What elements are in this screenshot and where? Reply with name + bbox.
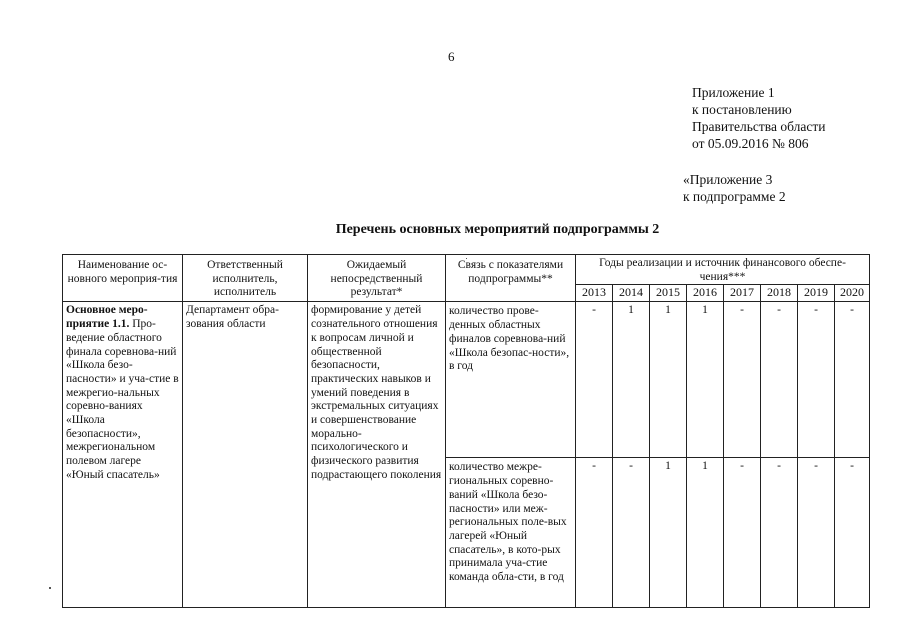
year-header: 2014	[613, 285, 650, 302]
indicator-value: -	[724, 302, 761, 458]
appendix-line: от 05.09.2016 № 806	[692, 136, 809, 151]
indicator-value: 1	[687, 302, 724, 458]
appendix-line: к постановлению	[692, 102, 792, 117]
scan-speck	[49, 587, 51, 589]
table-row	[63, 302, 870, 458]
header-years: Годы реализации и источник финансового обеспе-чения***	[576, 255, 870, 285]
measure-description: Про-ведение областного финала соревнова-ний «Школа безо-пасности» и уча-стие в межрегио-нальных соревно-ваниях «Школа безопасности», межрегиональном полевом лагере «Юный спасатель»	[66, 318, 179, 481]
document-title: Перечень основных мероприятий подпрограммы 2	[335, 222, 660, 237]
indicator-value: 1	[687, 458, 724, 608]
appendix-subprogram-note	[683, 171, 786, 205]
appendix-line: «Приложение 3	[683, 172, 773, 187]
year-header: 2018	[761, 285, 798, 302]
header-row	[63, 255, 870, 285]
year-header: 2019	[798, 285, 835, 302]
year-header: 2013	[576, 285, 613, 302]
indicator-cell: количество межре-гиональных соревно-ваний «Школа безо-пасности» или меж-региональных поле-вых лагерей «Юный спасатель», в кото-рых принимала уча-стие команда обла-сти, в год	[446, 458, 576, 608]
indicator-value: -	[724, 458, 761, 608]
indicator-value: -	[576, 458, 613, 608]
measures-table	[62, 254, 870, 608]
expected-result-cell: формирование у детей сознательного отношения к вопросам личной и общественной безопасности, практических навыков и умений поведения в экстремальных ситуациях и совершенствование морально-психологического и физического развития подрастающего поколения	[308, 302, 446, 608]
appendix-line: Правительства области	[692, 119, 826, 134]
scan-speck	[466, 258, 467, 259]
indicator-value: 1	[650, 458, 687, 608]
header-name: Наименование ос-новного мероприя-тия	[63, 255, 183, 302]
indicator-value: -	[798, 458, 835, 608]
appendix-note	[692, 84, 825, 152]
year-header: 2016	[687, 285, 724, 302]
indicator-value: 1	[613, 302, 650, 458]
indicator-value: -	[761, 458, 798, 608]
page-number: 6	[448, 49, 455, 64]
year-header: 2017	[724, 285, 761, 302]
executor-cell: Департамент обра-зования области	[183, 302, 308, 608]
indicator-value: 1	[650, 302, 687, 458]
indicator-value: -	[761, 302, 798, 458]
appendix-line: Приложение 1	[692, 85, 775, 100]
indicator-value: -	[835, 458, 870, 608]
indicator-value: -	[613, 458, 650, 608]
indicator-cell: количество прове-денных областных финалов соревнова-ний «Школа безопас-ности», в год	[446, 302, 576, 458]
appendix-line: к подпрограмме 2	[683, 189, 786, 204]
indicator-value: -	[798, 302, 835, 458]
header-indicators: Связь с показателями подпрограммы**	[446, 255, 576, 302]
measure-number: Основное меро-приятие 1.1.	[66, 304, 148, 331]
header-result: Ожидаемый непосредственный результат*	[308, 255, 446, 302]
header-executor: Ответственный исполнитель, исполнитель	[183, 255, 308, 302]
measure-name-cell	[63, 302, 183, 608]
year-header: 2020	[835, 285, 870, 302]
indicator-value: -	[576, 302, 613, 458]
year-header: 2015	[650, 285, 687, 302]
indicator-value: -	[835, 302, 870, 458]
